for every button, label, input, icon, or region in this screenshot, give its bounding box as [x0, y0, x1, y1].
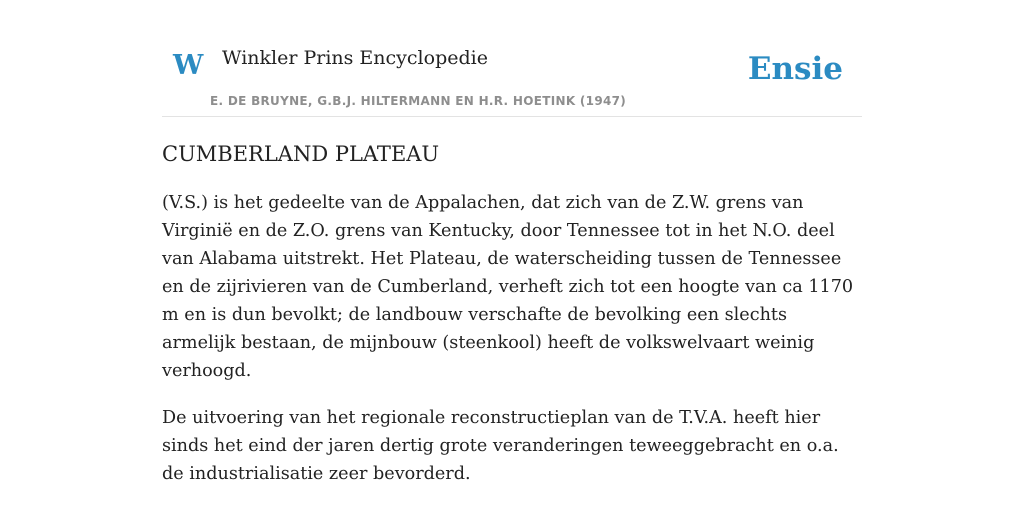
site-header [162, 0, 862, 117]
authors-line: E. DE BRUYNE, G.B.J. HILTERMANN EN H.R. HOETINK (1947) [210, 94, 627, 108]
winkler-prins-logo[interactable]: W [173, 50, 204, 81]
article-paragraph: De uitvoering van het regionale reconstructieplan van de T.V.A. heeft hier sinds het eind der jaren dertig grote veranderingen teweeggebracht en o.a. de industrialisatie zeer bevorderd. [162, 408, 839, 484]
encyclopedia-title[interactable]: Winkler Prins Encyclopedie [222, 47, 488, 69]
article-headword: CUMBERLAND PLATEAU [162, 142, 440, 166]
article-paragraph: (V.S.) is het gedeelte van de Appalachen, dat zich van de Z.W. grens van Virginië en de Z.O. grens van Kentucky, door Tennessee tot in het N.O. deel van Alabama uitstrekt. Het Plateau, de waterscheiding tussen de Tennessee en de zijrivieren van de Cumberland, verheft zich tot een hoogte van ca 1170 m en is dun bevolkt; de landbouw verschafte de bevolking een slechts armelijk bestaan, de mijnbouw (steenkool) heeft de volkswelvaart weinig verhoogd. [162, 193, 854, 381]
ensie-brand-logo[interactable]: Ensie [747, 51, 843, 87]
article [162, 138, 864, 488]
